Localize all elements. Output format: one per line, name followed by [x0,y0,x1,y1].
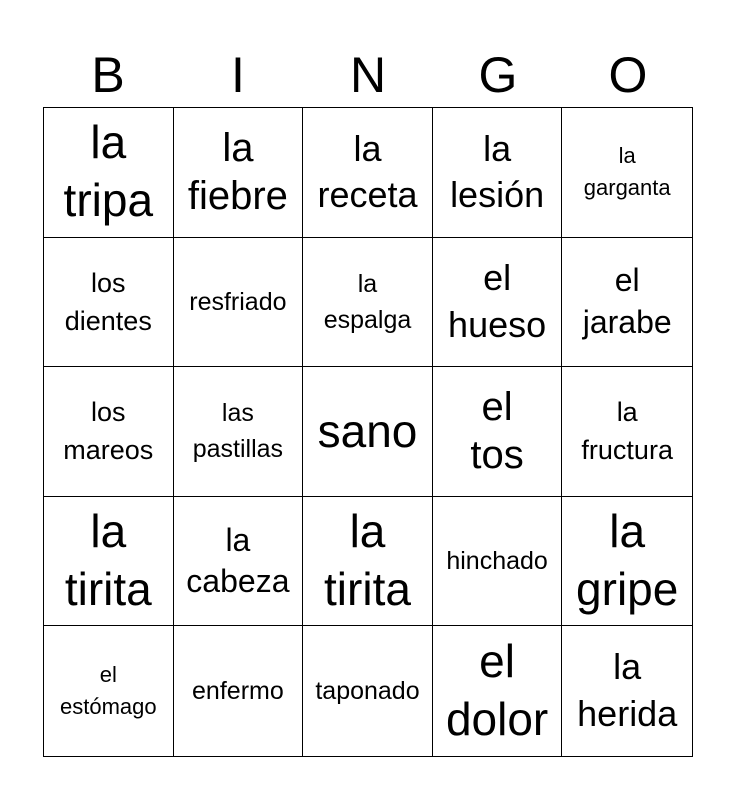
bingo-cell[interactable] [174,108,304,238]
bingo-cell[interactable] [303,238,433,368]
cell-label: el jarabe [582,262,672,340]
bingo-cell[interactable] [562,626,692,756]
cell-label: los mareos [63,397,154,466]
cell-label: resfriado [189,287,287,316]
header-letter-g: G [478,47,518,103]
bingo-cell[interactable] [562,108,692,238]
cell-label: el dolor [445,635,549,746]
bingo-cell[interactable] [303,108,433,238]
cell-label: enfermo [192,677,284,706]
cell-label: la espalga [323,269,412,334]
cell-label: la tirita [324,505,411,616]
cell-label: sano [317,404,418,457]
bingo-cell[interactable] [174,367,304,497]
bingo-cell[interactable] [433,367,563,497]
cell-label: la tirita [64,505,152,616]
bingo-cell[interactable] [44,238,174,368]
cell-label: hinchado [446,546,548,575]
cell-label: la garganta [583,143,671,201]
cell-label: la lesión [450,127,545,216]
bingo-cell[interactable] [433,497,563,627]
bingo-cell[interactable] [44,367,174,497]
header-letter-n: N [349,47,387,103]
bingo-cell[interactable] [562,497,692,627]
bingo-cell[interactable] [303,626,433,756]
bingo-board [43,107,693,757]
cell-label: el estómago [59,662,157,720]
cell-label: el hueso [448,257,547,345]
cell-label: la receta [317,127,418,216]
header-letter-o: O [608,47,648,103]
cell-label: las pastillas [192,399,284,464]
cell-label: el tos [470,384,524,478]
bingo-cell[interactable] [562,238,692,368]
bingo-cell[interactable] [433,238,563,368]
cell-label: la cabeza [186,521,290,600]
bingo-cell[interactable] [174,626,304,756]
cell-label: la gripe [576,505,679,616]
cell-label: taponado [315,677,420,706]
cell-label: la herida [577,646,678,735]
bingo-cell[interactable] [303,497,433,627]
cell-label: la fiebre [187,125,288,219]
bingo-cell[interactable] [433,626,563,756]
header-letter-b: B [91,47,125,103]
bingo-cell[interactable] [303,367,433,497]
cell-label: los dientes [64,267,152,336]
bingo-cell[interactable] [433,108,563,238]
bingo-cell[interactable] [174,497,304,627]
bingo-header [43,44,693,106]
cell-label: la tripa [63,116,154,227]
bingo-cell[interactable] [174,238,304,368]
cell-label: la fructura [581,397,673,466]
bingo-cell[interactable] [562,367,692,497]
bingo-cell[interactable] [44,626,174,756]
bingo-cell[interactable] [44,497,174,627]
header-letter-i: I [231,47,245,103]
bingo-cell[interactable] [44,108,174,238]
